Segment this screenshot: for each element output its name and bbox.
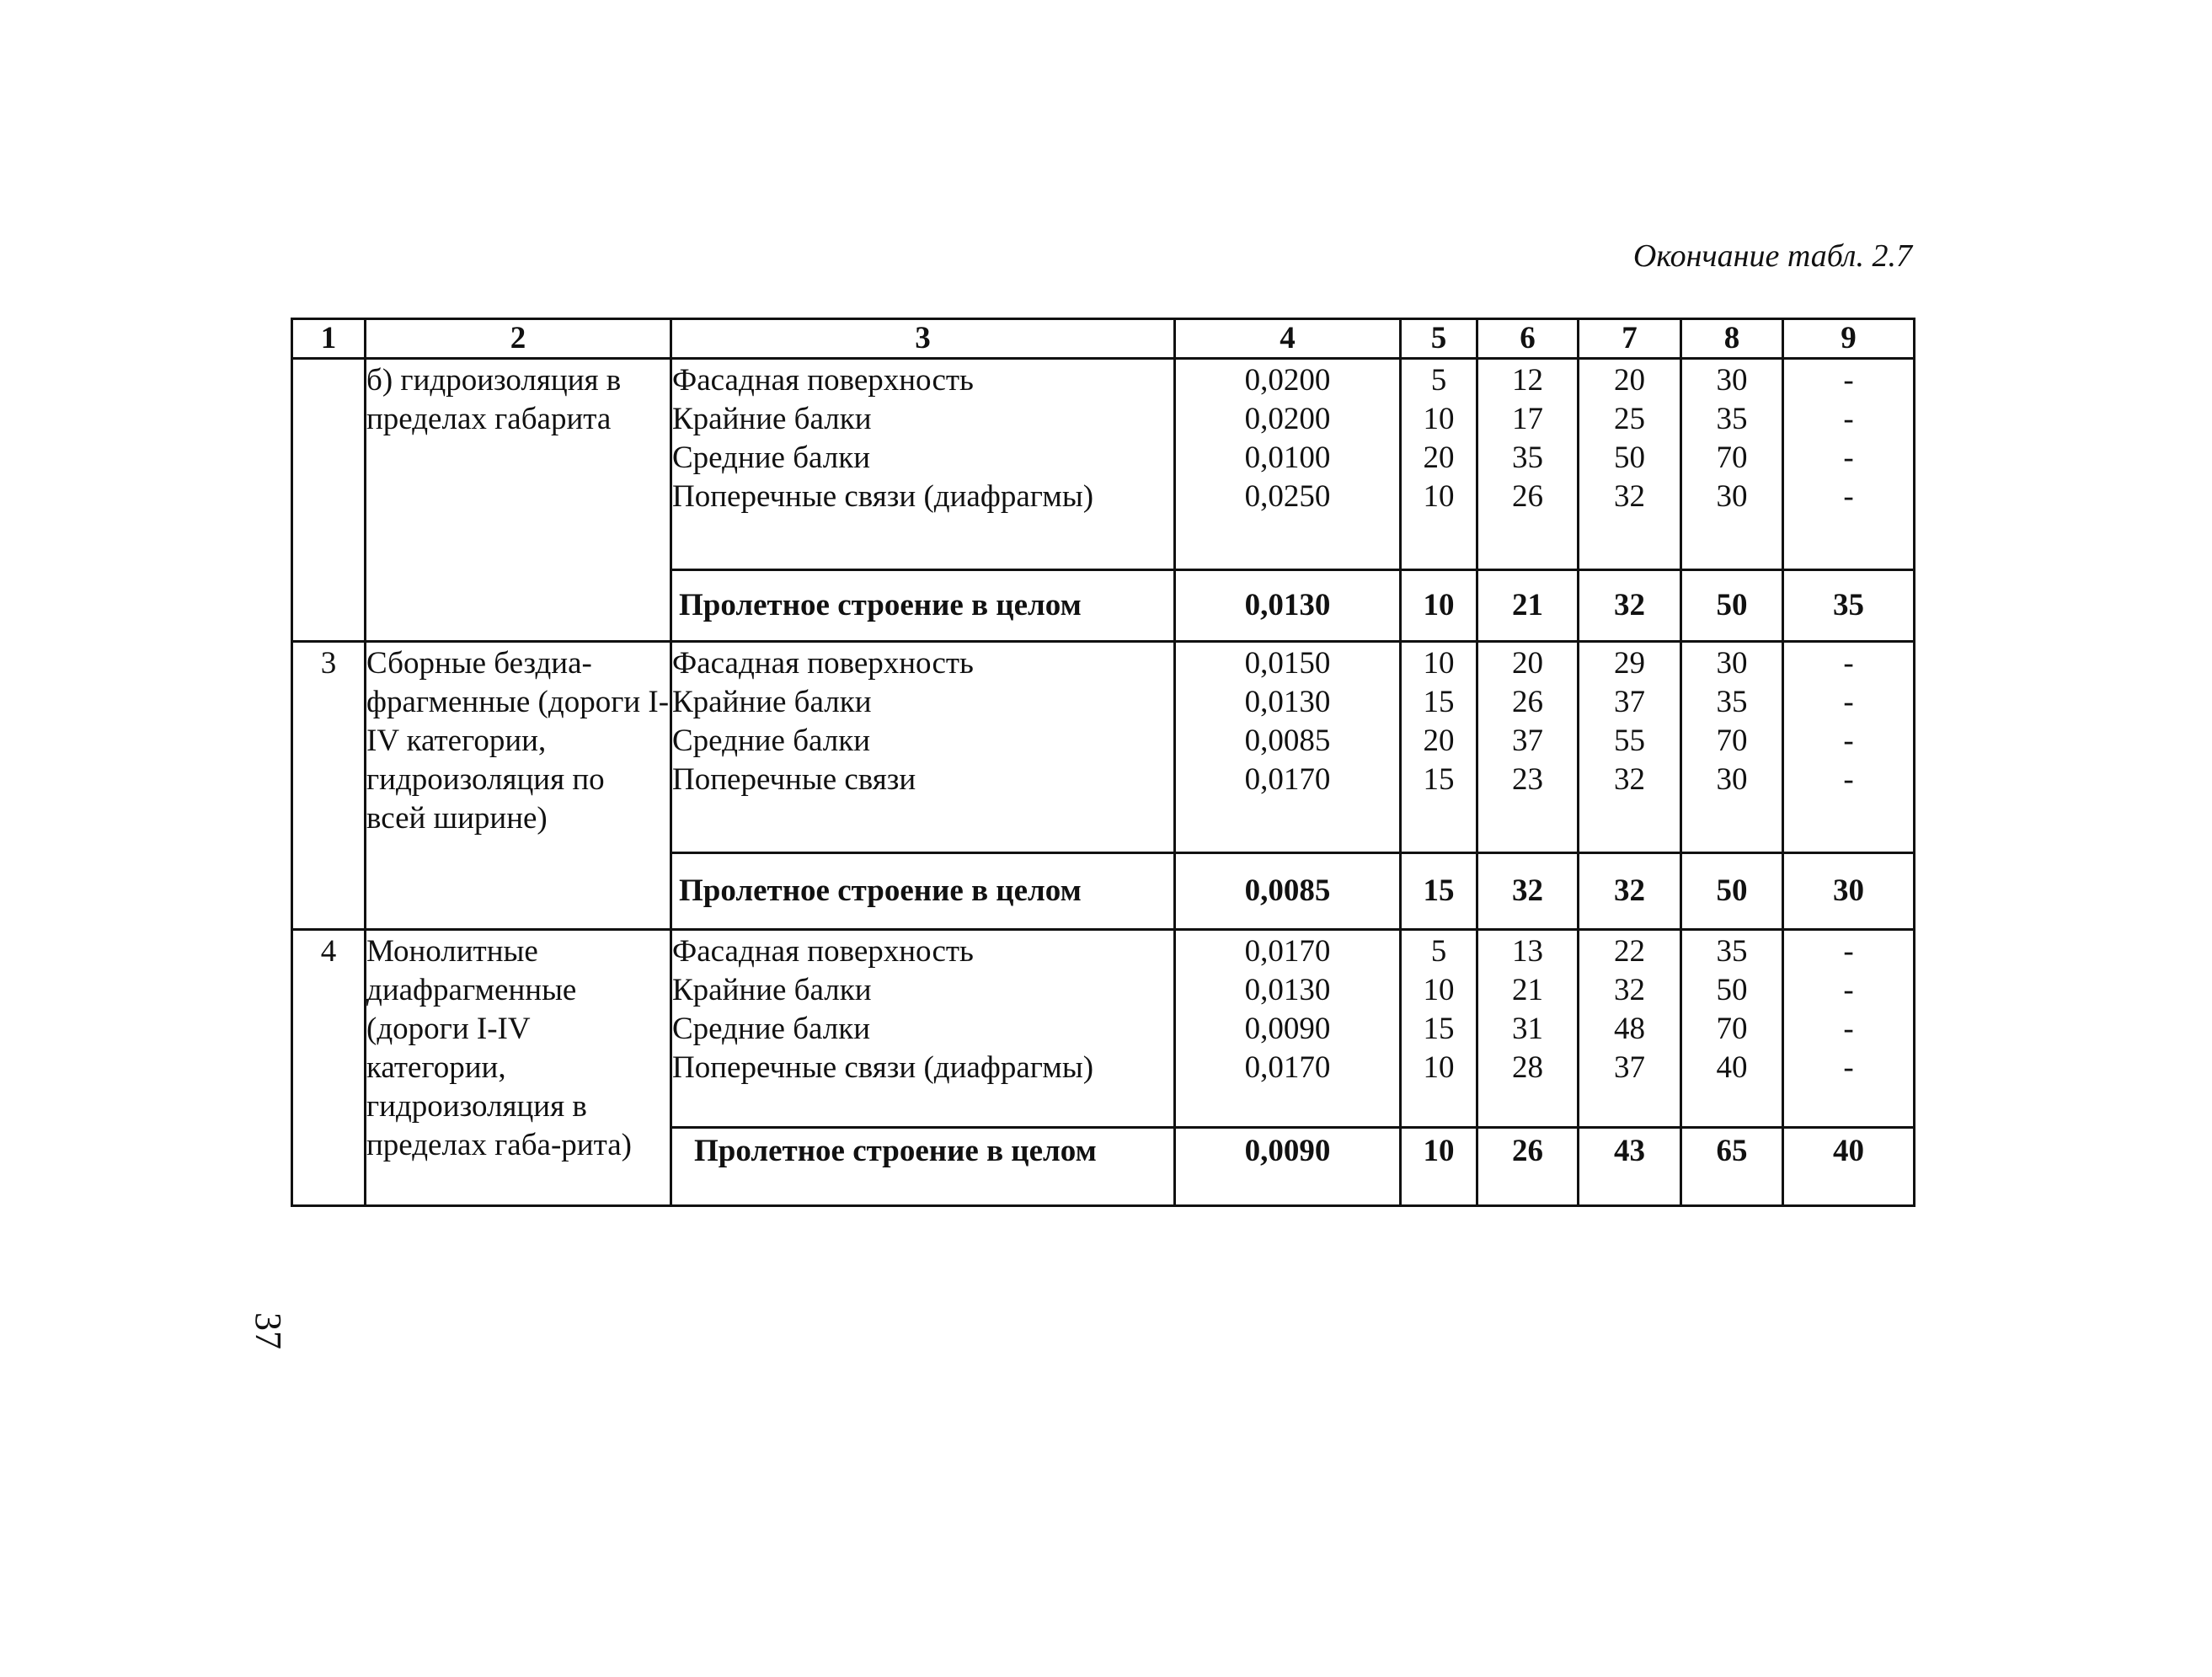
cell: 30 (1681, 478, 1783, 570)
cell: 0,0085 (1175, 722, 1401, 761)
cell: 0,0130 (1175, 683, 1401, 722)
column-header: 5 (1401, 319, 1477, 359)
element-name: Средние балки (671, 1010, 1175, 1049)
column-header: 4 (1175, 319, 1401, 359)
cell: 0,0090 (1175, 1010, 1401, 1049)
cell: 35 (1681, 400, 1783, 439)
element-name: Средние балки (671, 722, 1175, 761)
element-name: Крайние балки (671, 971, 1175, 1010)
cell: 37 (1579, 683, 1681, 722)
cell: 15 (1401, 1010, 1477, 1049)
element-name: Поперечные связи (671, 761, 1175, 853)
cell: 30 (1681, 359, 1783, 401)
column-header: 9 (1783, 319, 1915, 359)
cell: 50 (1681, 853, 1783, 930)
cell: 5 (1401, 930, 1477, 972)
cell: - (1783, 1049, 1915, 1128)
cell: 12 (1477, 359, 1579, 401)
element-name: Крайние балки (671, 400, 1175, 439)
data-table (291, 318, 1915, 1207)
cell: 0,0130 (1175, 971, 1401, 1010)
cell: 50 (1681, 570, 1783, 642)
cell: 55 (1579, 722, 1681, 761)
cell: - (1783, 400, 1915, 439)
element-name: Фасадная поверхность (671, 930, 1175, 972)
cell: 35 (1681, 683, 1783, 722)
cell: 15 (1401, 853, 1477, 930)
cell: 25 (1579, 400, 1681, 439)
column-header: 2 (366, 319, 671, 359)
cell: 32 (1579, 853, 1681, 930)
element-name: Поперечные связи (диафрагмы) (671, 1049, 1175, 1128)
cell: 70 (1681, 439, 1783, 478)
table-row (292, 930, 1915, 972)
cell: 70 (1681, 1010, 1783, 1049)
cell: 40 (1681, 1049, 1783, 1128)
cell: 15 (1401, 683, 1477, 722)
cell: 43 (1579, 1128, 1681, 1206)
cell: 10 (1401, 400, 1477, 439)
element-name: Фасадная поверхность (671, 359, 1175, 401)
cell: 37 (1477, 722, 1579, 761)
cell: 29 (1579, 642, 1681, 684)
cell: 32 (1477, 853, 1579, 930)
cell: 20 (1579, 359, 1681, 401)
cell: - (1783, 1010, 1915, 1049)
cell: 0,0085 (1175, 853, 1401, 930)
cell: - (1783, 478, 1915, 570)
table-row (292, 359, 1915, 401)
row-number: 4 (292, 930, 366, 1206)
cell: 50 (1681, 971, 1783, 1010)
element-name: Крайние балки (671, 683, 1175, 722)
cell: 26 (1477, 683, 1579, 722)
cell: 22 (1579, 930, 1681, 972)
cell: 65 (1681, 1128, 1783, 1206)
cell: 30 (1681, 642, 1783, 684)
cell: 28 (1477, 1049, 1579, 1128)
cell: 0,0170 (1175, 1049, 1401, 1128)
structure-description: Монолитные диафрагменные (дороги I-IV категории, гидроизоляция в пределах габа-рита) (366, 930, 671, 1206)
cell: 10 (1401, 1049, 1477, 1128)
cell: 21 (1477, 971, 1579, 1010)
cell: 50 (1579, 439, 1681, 478)
cell: - (1783, 359, 1915, 401)
cell: 30 (1783, 853, 1915, 930)
header-row (292, 319, 1915, 359)
total-label: Пролетное строение в целом (671, 570, 1175, 642)
column-header: 1 (292, 319, 366, 359)
cell: 0,0250 (1175, 478, 1401, 570)
total-label: Пролетное строение в целом (671, 1128, 1175, 1206)
cell: 32 (1579, 971, 1681, 1010)
cell: 32 (1579, 478, 1681, 570)
cell: 0,0170 (1175, 761, 1401, 853)
cell: 70 (1681, 722, 1783, 761)
page-number: 37 (248, 1312, 289, 1349)
cell: 31 (1477, 1010, 1579, 1049)
cell: 5 (1401, 359, 1477, 401)
table-row (292, 642, 1915, 684)
column-header: 3 (671, 319, 1175, 359)
cell: 26 (1477, 1128, 1579, 1206)
cell: 20 (1401, 722, 1477, 761)
cell: 32 (1579, 761, 1681, 853)
cell: 20 (1477, 642, 1579, 684)
cell: 0,0130 (1175, 570, 1401, 642)
cell: 37 (1579, 1049, 1681, 1128)
table-caption: Окончание табл. 2.7 (1632, 238, 1912, 274)
cell: 13 (1477, 930, 1579, 972)
cell: 0,0150 (1175, 642, 1401, 684)
structure-description: Сборные бездиа-фрагменные (дороги I-IV категории, гидроизоляция по всей ширине) (366, 642, 671, 930)
cell: - (1783, 722, 1915, 761)
cell: 26 (1477, 478, 1579, 570)
cell: 10 (1401, 971, 1477, 1010)
cell: 35 (1783, 570, 1915, 642)
cell: 10 (1401, 478, 1477, 570)
cell: 40 (1783, 1128, 1915, 1206)
cell: 30 (1681, 761, 1783, 853)
cell: 10 (1401, 570, 1477, 642)
cell: 0,0100 (1175, 439, 1401, 478)
cell: 0,0090 (1175, 1128, 1401, 1206)
cell: 17 (1477, 400, 1579, 439)
cell: 20 (1401, 439, 1477, 478)
cell: 32 (1579, 570, 1681, 642)
cell: 0,0200 (1175, 400, 1401, 439)
cell: 10 (1401, 642, 1477, 684)
cell: - (1783, 683, 1915, 722)
element-name: Поперечные связи (диафрагмы) (671, 478, 1175, 570)
cell: 15 (1401, 761, 1477, 853)
total-label: Пролетное строение в целом (671, 853, 1175, 930)
cell: 0,0170 (1175, 930, 1401, 972)
column-header: 8 (1681, 319, 1783, 359)
cell: - (1783, 642, 1915, 684)
cell: 21 (1477, 570, 1579, 642)
column-header: 7 (1579, 319, 1681, 359)
cell: - (1783, 761, 1915, 853)
cell: - (1783, 439, 1915, 478)
structure-description: б) гидроизоляция в пределах габарита (366, 359, 671, 642)
cell: - (1783, 971, 1915, 1010)
cell: 35 (1681, 930, 1783, 972)
cell: 0,0200 (1175, 359, 1401, 401)
cell: 35 (1477, 439, 1579, 478)
row-number: 3 (292, 642, 366, 930)
row-number (292, 359, 366, 642)
element-name: Средние балки (671, 439, 1175, 478)
cell: 10 (1401, 1128, 1477, 1206)
cell: - (1783, 930, 1915, 972)
element-name: Фасадная поверхность (671, 642, 1175, 684)
cell: 48 (1579, 1010, 1681, 1049)
cell: 23 (1477, 761, 1579, 853)
column-header: 6 (1477, 319, 1579, 359)
